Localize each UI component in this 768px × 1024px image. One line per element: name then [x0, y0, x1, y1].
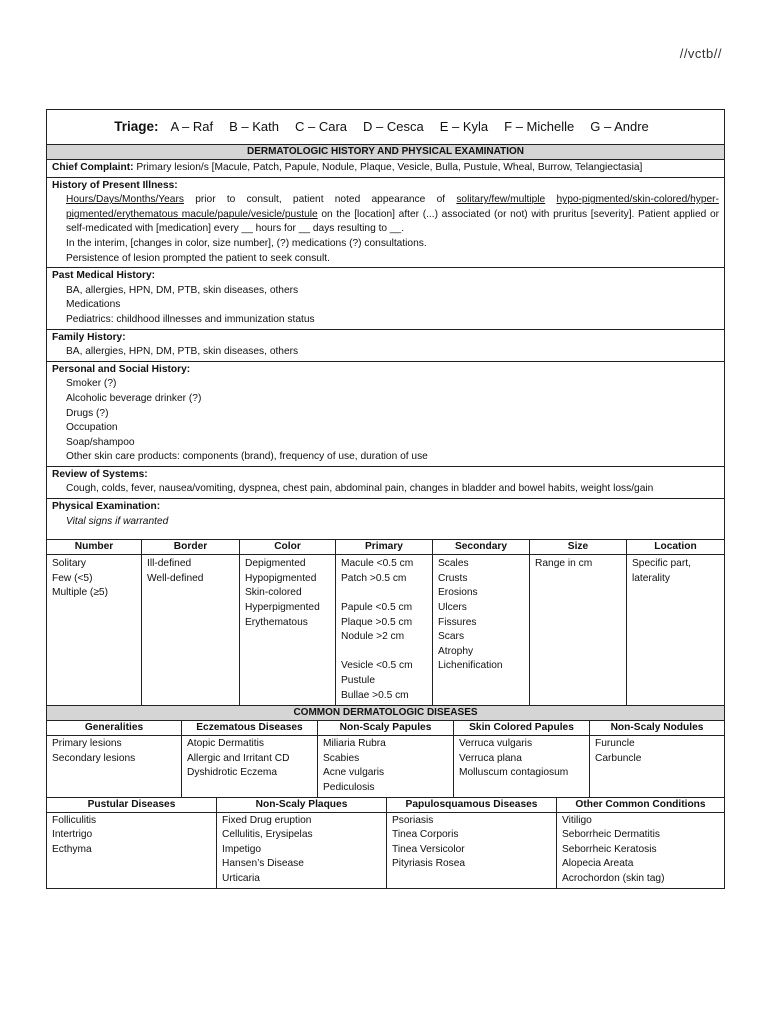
psh-item: Other skin care products: components (brand), frequency of use, duration of use — [66, 451, 428, 463]
fh-item: BA, allergies, HPN, DM, PTB, skin diseases, others — [66, 346, 299, 358]
pmh-section — [47, 268, 724, 329]
pe-section — [47, 499, 724, 540]
disease-group-header: Other Common Conditions — [557, 798, 724, 813]
lesion-cell: Lichenification — [438, 660, 503, 672]
hpi-section — [47, 178, 724, 269]
disease-item: Cellulitis, Erysipelas — [222, 829, 313, 841]
fh-section — [47, 330, 724, 362]
disease-group — [47, 721, 182, 796]
lesion-col-primary — [336, 540, 433, 705]
disease-group — [454, 721, 590, 796]
disease-item: Alopecia Areata — [562, 858, 634, 870]
hpi-text: on the [location] after (...) associated (or not) with pruritus [severity]. Patient applied or self-medicated with [medication] every __ hours for __ days resulting to __. — [66, 208, 720, 235]
lesion-cell: Erythematous — [245, 616, 308, 628]
lesion-cell: Ill-defined — [147, 558, 192, 570]
lesion-cell: Skin-colored — [245, 587, 302, 599]
hpi-paragraph — [52, 193, 719, 237]
disease-group — [182, 721, 318, 796]
fh-label: Family History: — [52, 331, 126, 343]
lesion-cell: Scales — [438, 558, 469, 570]
lesion-cell: Patch >0.5 cm — [341, 572, 407, 584]
disease-item: Furuncle — [595, 738, 635, 750]
disease-item: Vitiligo — [562, 814, 592, 826]
triage-member: D – Cesca — [363, 118, 424, 134]
disease-group — [47, 798, 217, 888]
psh-item: Smoker (?) — [66, 378, 117, 390]
disease-item: Dyshidrotic Eczema — [187, 767, 278, 779]
disease-item: Ecthyma — [52, 843, 92, 855]
lesion-cell: Vesicle <0.5 cm — [341, 660, 413, 672]
lesion-col-number — [47, 540, 142, 705]
triage-member: F – Michelle — [504, 118, 575, 134]
disease-item: Miliaria Rubra — [323, 738, 386, 750]
disease-group-header: Eczematous Diseases — [182, 721, 317, 736]
triage-member: B – Kath — [229, 118, 279, 134]
disease-item: Primary lesions — [52, 738, 122, 750]
hpi-text: prior to consult, patient noted appearance of — [183, 194, 457, 206]
psh-item: Drugs (?) — [66, 407, 109, 419]
disease-item: Folliculitis — [52, 814, 97, 826]
disease-item: Acne vulgaris — [323, 767, 385, 779]
disease-item: Acrochordon (skin tag) — [562, 872, 665, 884]
lesion-cell: Nodule >2 cm — [341, 631, 405, 643]
lesion-cell: Plaque >0.5 cm — [341, 616, 413, 628]
disease-item: Allergic and Irritant CD — [187, 752, 290, 764]
disease-group — [387, 798, 557, 888]
lesion-cell: Multiple (≥5) — [52, 587, 108, 599]
disease-item: Verruca plana — [459, 752, 522, 764]
lesion-cell: Range in cm — [535, 558, 593, 570]
disease-item: Secondary lesions — [52, 752, 136, 764]
disease-group-header: Skin Colored Papules — [454, 721, 589, 736]
disease-item: Atopic Dermatitis — [187, 738, 264, 750]
lesion-cell: Specific part, — [632, 558, 691, 570]
pmh-label: Past Medical History: — [52, 270, 156, 282]
disease-group-header: Papulosquamous Diseases — [387, 798, 556, 813]
pmh-item: BA, allergies, HPN, DM, PTB, skin diseases, others — [66, 284, 299, 296]
triage-row — [47, 110, 724, 145]
disease-item: Hansen’s Disease — [222, 858, 304, 870]
lesion-cell: Ulcers — [438, 602, 467, 614]
disease-group — [217, 798, 387, 888]
psh-item: Soap/shampoo — [66, 436, 135, 448]
lesion-cell: Crusts — [438, 572, 468, 584]
lesion-header: Secondary — [433, 540, 529, 555]
lesion-header: Location — [627, 540, 724, 555]
lesion-cell: Hyperpigmented — [245, 602, 320, 614]
ros-label: Review of Systems: — [52, 468, 148, 480]
psh-label: Personal and Social History: — [52, 363, 191, 375]
lesion-cell: Bullae >0.5 cm — [341, 689, 409, 701]
disease-group-header: Non-Scaly Papules — [318, 721, 453, 736]
form-title: DERMATOLOGIC HISTORY AND PHYSICAL EXAMINATION — [47, 145, 724, 160]
disease-group — [318, 721, 454, 796]
triage-label: Triage: — [114, 118, 159, 134]
disease-item: Seborrheic Keratosis — [562, 843, 657, 855]
disease-group — [590, 721, 724, 796]
lesion-col-location — [627, 540, 724, 705]
lesion-cell: Atrophy — [438, 645, 474, 657]
chief-complaint-label: Chief Complaint: — [52, 162, 134, 173]
disease-item: Fixed Drug eruption — [222, 814, 312, 826]
disease-group-header: Generalities — [47, 721, 181, 736]
disease-group-header: Non-Scaly Nodules — [590, 721, 724, 736]
lesion-header: Border — [142, 540, 239, 555]
lesion-cell: laterality — [632, 572, 670, 584]
lesion-cell: Fissures — [438, 616, 477, 628]
lesion-col-secondary — [433, 540, 530, 705]
hpi-color: hypo-pigmented/skin-colored/hyper-pigmented/erythematous macule/papule/vesicle/pustule — [66, 194, 719, 220]
lesion-cell: Erosions — [438, 587, 478, 599]
disease-item: Psoriasis — [392, 814, 434, 826]
disease-item: Verruca vulgaris — [459, 738, 533, 750]
disease-item: Tinea Versicolor — [392, 843, 465, 855]
diseases-row-1 — [47, 721, 724, 797]
disease-item: Carbuncle — [595, 752, 642, 764]
disease-item: Molluscum contagiosum — [459, 767, 569, 779]
ros-section — [47, 467, 724, 499]
lesion-cell: Scars — [438, 631, 465, 643]
lesion-header: Size — [530, 540, 626, 555]
pmh-item: Medications — [66, 299, 121, 311]
pe-text: Vital signs if warranted — [66, 515, 169, 527]
lesion-cell: Depigmented — [245, 558, 306, 570]
pe-label: Physical Examination: — [52, 501, 161, 513]
lesion-col-border — [142, 540, 240, 705]
disease-item: Pediculosis — [323, 781, 375, 793]
psh-item: Alcoholic beverage drinker (?) — [66, 392, 202, 404]
lesion-header: Number — [47, 540, 141, 555]
disease-group-header: Non-Scaly Plaques — [217, 798, 386, 813]
pmh-item: Pediatrics: childhood illnesses and immunization status — [66, 313, 315, 325]
chief-complaint-section — [47, 160, 724, 178]
lesion-cell: Macule <0.5 cm — [341, 558, 414, 570]
lesion-cell: Papule <0.5 cm — [341, 602, 413, 614]
triage-member: C – Cara — [295, 118, 348, 134]
disease-item: Urticaria — [222, 872, 260, 884]
diseases-title: COMMON DERMATOLOGIC DISEASES — [47, 706, 724, 721]
lesion-cell: Well-defined — [147, 572, 204, 584]
lesion-table — [47, 540, 724, 706]
lesion-cell: Few (<5) — [52, 572, 93, 584]
disease-item: Scabies — [323, 752, 360, 764]
lesion-cell: Pustule — [341, 675, 375, 686]
lesion-cell: Hypopigmented — [245, 572, 317, 584]
disease-group-header: Pustular Diseases — [47, 798, 216, 813]
lesion-col-size — [530, 540, 627, 705]
lesion-header: Primary — [336, 540, 432, 555]
lesion-header: Color — [240, 540, 335, 555]
psh-section — [47, 362, 724, 467]
diseases-row-2 — [47, 798, 724, 888]
ros-text: Cough, colds, fever, nausea/vomiting, dyspnea, chest pain, abdominal pain, changes in bladder and bowel habits, weight loss/gain — [66, 483, 654, 495]
hpi-text — [545, 194, 556, 205]
chief-complaint-text: Primary lesion/s [Macule, Patch, Papule, Nodule, Plaque, Vesicle, Bulla, Pustule, Wheal, Burrow, Telangiectasia] — [136, 162, 643, 173]
disease-group — [557, 798, 724, 888]
lesion-col-color — [240, 540, 336, 705]
disease-item: Impetigo — [222, 843, 262, 855]
triage-member: G – Andre — [590, 118, 649, 134]
psh-item: Occupation — [66, 422, 118, 434]
disease-item: Seborrheic Dermatitis — [562, 829, 660, 841]
hpi-time: Hours/Days/Months/Years — [66, 194, 184, 206]
hpi-interim: In the interim, [changes in color, size number], (?) medications (?) consultations. — [66, 237, 427, 249]
disease-item: Intertrigo — [52, 829, 93, 841]
lesion-cell: Solitary — [52, 558, 86, 570]
disease-item: Tinea Corporis — [392, 829, 459, 841]
exam-form — [46, 109, 725, 889]
header-mark: //vctb// — [679, 46, 722, 61]
hpi-persistence: Persistence of lesion prompted the patient to seek consult. — [66, 252, 330, 264]
triage-member: E – Kyla — [439, 118, 489, 134]
triage-member: A – Raf — [170, 118, 214, 134]
hpi-number: solitary/few/multiple — [456, 194, 546, 206]
hpi-label: History of Present Illness: — [52, 179, 178, 191]
disease-item: Pityriasis Rosea — [392, 858, 466, 870]
